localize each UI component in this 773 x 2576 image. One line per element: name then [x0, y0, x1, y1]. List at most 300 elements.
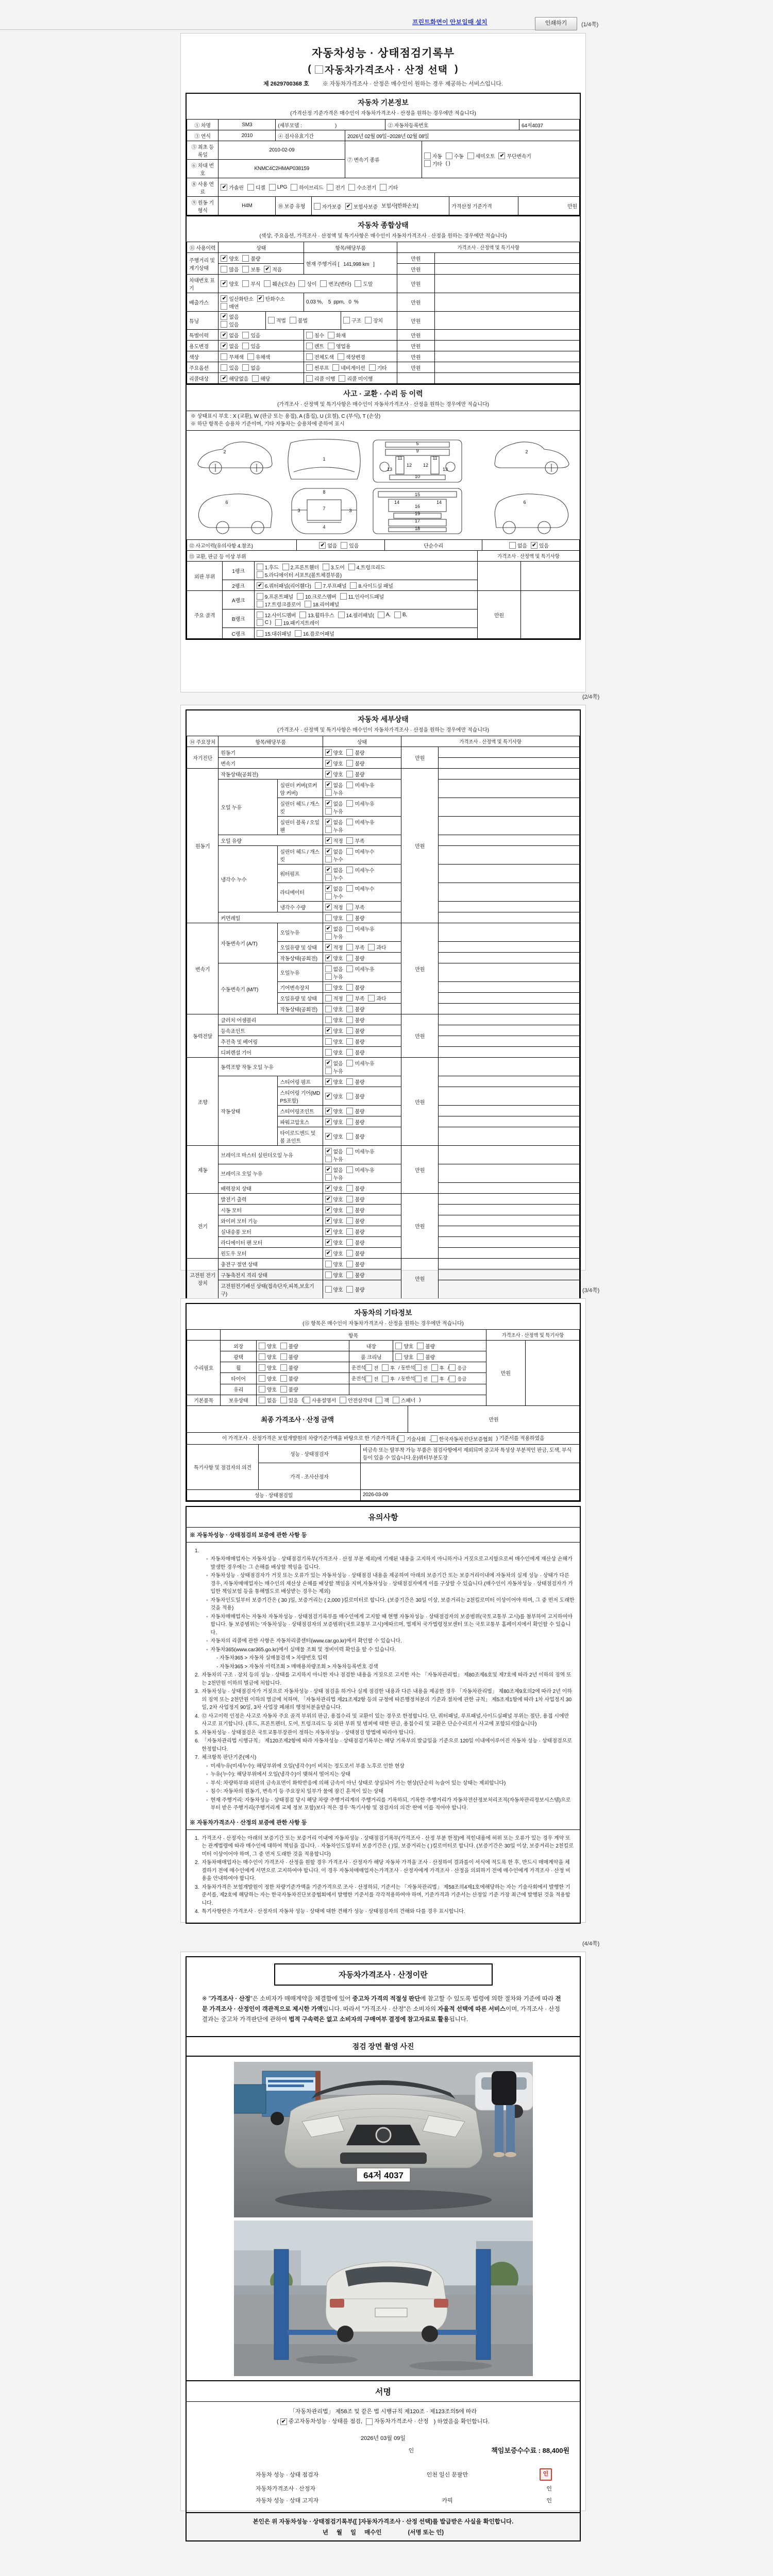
checkbox[interactable]: 없음	[325, 965, 343, 973]
text: 전문 가격조사 · 산정인이 객관적으로 제시한 가액	[202, 1996, 561, 2013]
text: 법적 구속력은 없고 소비자의 구매여부 결정에 참고자료로 활용	[289, 2016, 449, 2023]
checkbox[interactable]: ✔ 없음	[221, 342, 239, 350]
checkbox[interactable]: ✔ 양호	[325, 749, 343, 756]
checkbox[interactable]: ✔ 양호	[325, 1078, 343, 1086]
text: 자동변속기 (A/T)	[221, 941, 258, 947]
notice-a-title: ※ 자동차성능 · 상태점검의 보증에 관한 사항 등	[187, 1528, 580, 1543]
checkbox[interactable]: 11.인사이드패널	[340, 592, 384, 600]
cell	[323, 883, 401, 902]
checkbox[interactable]: 한국자동차진단보증협회	[431, 1435, 493, 1443]
checkbox[interactable]: ✔ 양호	[325, 1217, 343, 1225]
checkbox[interactable]: 불량	[346, 1078, 364, 1086]
checkbox[interactable]: 10.크로스멤버	[297, 592, 337, 600]
checkbox[interactable]: 유채색	[247, 353, 270, 361]
checkbox[interactable]: 양호	[325, 1016, 343, 1024]
checkbox[interactable]: 매연	[221, 302, 239, 310]
cell	[349, 1373, 486, 1384]
checkbox[interactable]: 해당	[252, 375, 270, 382]
checkbox[interactable]: 19.패키지트레이	[275, 619, 320, 626]
cell	[323, 1226, 401, 1237]
checkbox[interactable]: 불량	[346, 759, 364, 767]
notice-item: 1.	[195, 1548, 199, 1554]
cell	[219, 178, 580, 197]
text: 주행거리 및 계기상태	[189, 258, 215, 272]
checkbox[interactable]: 누유	[325, 826, 343, 834]
checkbox[interactable]: 미세누유	[346, 965, 374, 973]
checkbox[interactable]: 전	[415, 1364, 428, 1371]
checkbox[interactable]: 적법	[268, 316, 286, 324]
cell	[256, 1351, 349, 1362]
checkbox[interactable]: 양호	[325, 1271, 343, 1279]
notice-item: 4. ⑫ 사고이력 인정은 사고로 자동차 주요 골격 부위의 판금, 용접수리 및 교환이 있는 경우로 한정합니다. 단, 쿼터패널, 루프패널,사이드실패널 부위는 절단, 용접 시에만 사고로 표기합니다. (후드, 프론트펜더, 도어, 트렁크리드 등 외판 부위 및 범퍼에 대한 판금, 용접수리 및 교환은 단순수리로서 사고에 포함되지않습니다)	[195, 1713, 569, 1727]
checkbox[interactable]: 불량	[346, 984, 364, 991]
cell	[345, 141, 422, 178]
checkbox[interactable]: 9.프론트패널	[257, 592, 293, 600]
cell	[323, 1047, 401, 1058]
cell	[397, 293, 434, 312]
checkbox[interactable]: ✔ 해당없음	[221, 375, 248, 382]
checkbox[interactable]: 16.플로어패널	[295, 630, 334, 637]
checkbox[interactable]: ✔ 없음	[325, 1166, 343, 1174]
svg-text:6: 6	[523, 500, 526, 505]
cell	[323, 736, 401, 747]
checkbox[interactable]: ✔ 가솔린	[221, 183, 243, 191]
cell	[439, 942, 580, 953]
checkbox[interactable]: 응급	[449, 1375, 466, 1382]
checkbox[interactable]: 미세누수	[346, 848, 374, 855]
checkbox[interactable]: ✔ 없음	[325, 800, 343, 807]
checkbox[interactable]: 전체도색	[306, 353, 334, 361]
cell	[258, 1463, 360, 1489]
checkbox[interactable]: 불량	[280, 1385, 298, 1393]
checkbox[interactable]: 불량	[346, 1285, 364, 1293]
checkbox[interactable]: 불량	[280, 1353, 298, 1361]
checkbox[interactable]: 없음	[259, 1396, 277, 1404]
checkbox[interactable]: 네비게이션	[332, 364, 365, 371]
checkbox[interactable]: 누수	[325, 874, 343, 882]
checkbox[interactable]: 양호	[395, 1353, 413, 1361]
checkbox[interactable]: 있음	[221, 320, 239, 328]
checkbox[interactable]: 불량	[346, 770, 364, 778]
checkbox[interactable]: 리콜 미이행	[339, 375, 373, 382]
checkbox[interactable]: 18.리어패널	[305, 600, 339, 608]
checkbox[interactable]: 미세누유	[346, 781, 374, 789]
checkbox[interactable]: 양호	[395, 1342, 413, 1350]
checkbox[interactable]: 불량	[346, 749, 364, 756]
checkbox[interactable]: 불량	[280, 1342, 298, 1350]
checkbox[interactable]: A,	[378, 612, 391, 618]
checkbox[interactable]: 전	[365, 1375, 378, 1382]
cell	[219, 835, 323, 846]
page-marker-1: (1/4쪽)	[581, 22, 599, 28]
checkbox[interactable]: 부족	[346, 837, 364, 844]
cell	[187, 1259, 219, 1299]
checkbox[interactable]: 13.휠하우스	[299, 611, 334, 619]
checkbox[interactable]: 썬루프	[306, 364, 329, 371]
text: 만원	[415, 1224, 425, 1230]
checkbox[interactable]: ✔ 없음	[221, 313, 239, 320]
checkbox[interactable]: 12.사이드멤버	[257, 611, 296, 619]
cell	[397, 264, 434, 275]
checkbox[interactable]: 불량	[346, 1038, 364, 1045]
checkbox[interactable]: 양호	[325, 1260, 343, 1268]
checkbox[interactable]: 누유	[325, 1155, 343, 1163]
checkbox[interactable]: 있음	[242, 331, 260, 339]
cell	[439, 953, 580, 963]
cell	[323, 1106, 401, 1116]
checkbox[interactable]: 누유	[325, 933, 343, 940]
checkbox[interactable]: 전	[365, 1364, 378, 1371]
checkbox[interactable]: 불량	[346, 1271, 364, 1279]
checkbox[interactable]: LPG	[269, 184, 287, 191]
checkbox[interactable]: 양호	[325, 1005, 343, 1013]
checkbox[interactable]: 누유	[325, 1067, 343, 1075]
checkbox[interactable]: 불량	[346, 1239, 364, 1246]
checkbox[interactable]: 리콜 이행	[306, 375, 335, 382]
checkbox[interactable]: ✔ 적음	[264, 265, 282, 273]
text: 오일누유	[280, 930, 300, 936]
checkbox[interactable]: ✔ 양호	[325, 1107, 343, 1115]
text: 변속기	[195, 967, 210, 973]
checkbox[interactable]: ✔ 없음	[325, 885, 343, 892]
text: 운전석	[351, 1365, 366, 1371]
cell	[401, 1146, 439, 1194]
cell	[219, 736, 323, 747]
text: )	[451, 63, 459, 75]
seal-cell: 인	[546, 2486, 552, 2492]
checkbox[interactable]: 과다	[368, 994, 386, 1002]
checkbox[interactable]: 미세누유	[346, 1147, 374, 1155]
cell	[323, 993, 401, 1004]
checkbox[interactable]: 후	[382, 1375, 395, 1382]
checkbox[interactable]: 기술사회	[398, 1435, 426, 1443]
cell	[219, 330, 304, 341]
checkbox[interactable]: ✔ 없음	[325, 781, 343, 789]
checkbox[interactable]: 불량	[346, 1217, 364, 1225]
cell	[254, 609, 477, 628]
checkbox[interactable]: 미세누유	[346, 1166, 374, 1174]
checkbox[interactable]: ✔ 없음	[325, 848, 343, 855]
checkbox[interactable]: 양호	[259, 1375, 277, 1382]
text: 광택	[233, 1354, 244, 1361]
cell	[422, 141, 579, 178]
checkbox[interactable]: 상이	[298, 280, 316, 287]
checkbox[interactable]: ✔ 양호	[325, 1195, 343, 1203]
checkbox[interactable]: 불량	[346, 1260, 364, 1268]
checkbox[interactable]: 전	[415, 1375, 428, 1382]
checkbox[interactable]: 양호	[259, 1364, 277, 1371]
checkbox[interactable]: 누수	[325, 855, 343, 863]
checkbox[interactable]: 누유	[325, 973, 343, 980]
checkbox[interactable]: ✔ 양호	[221, 255, 239, 262]
checkbox[interactable]: 화재	[328, 331, 346, 339]
checkbox[interactable]: 전기	[327, 183, 345, 191]
text: 보험사[한화손보]	[381, 204, 418, 210]
checkbox[interactable]: 미세누유	[346, 925, 374, 933]
text: 구동축전지 격리 상태	[221, 1273, 267, 1279]
checkbox[interactable]: ✔ 양호	[325, 759, 343, 767]
checkbox[interactable]: ✔ 없음	[325, 925, 343, 933]
checkbox[interactable]: 훼손(오손)	[264, 280, 295, 287]
checkbox[interactable]: 자동차가격조사 · 산정	[366, 2417, 428, 2427]
checkbox[interactable]: ✔ 없음	[325, 818, 343, 826]
text: ⑬ 교환, 판금 등 이상 부위	[189, 554, 246, 560]
text: 가격조사 · 산정액 및 특기사항	[497, 554, 560, 560]
checkbox[interactable]: 불량	[346, 914, 364, 922]
checkbox[interactable]: ✔ 없음	[325, 1059, 343, 1067]
checkbox[interactable]: 14.필러패널(	[338, 611, 374, 619]
checkbox[interactable]: 렌트	[306, 342, 324, 350]
svg-text:7: 7	[322, 506, 326, 511]
text: 수동변속기 (M/T)	[221, 987, 259, 993]
checkbox[interactable]: 불량	[346, 1107, 364, 1115]
checkbox[interactable]: 사용설명서	[304, 1396, 336, 1404]
print-button[interactable]: 인쇄하기	[535, 17, 577, 30]
checkbox[interactable]: 양호	[325, 1285, 343, 1293]
checkbox[interactable]: 세미오토	[467, 152, 495, 160]
checkbox[interactable]: 누유	[325, 807, 343, 815]
checkbox[interactable]: 누유	[325, 1174, 343, 1181]
checkbox[interactable]: 누수	[325, 892, 343, 900]
checkbox[interactable]: 있음	[221, 364, 239, 371]
cell	[304, 351, 397, 362]
checkbox[interactable]: ✔ 양호	[325, 1239, 343, 1246]
car-damage-diagram	[187, 430, 580, 540]
checkbox[interactable]: ✔ 보험사보증	[345, 202, 378, 210]
checkbox[interactable]: 변조(변타)	[320, 280, 351, 287]
checkbox[interactable]: 과다	[368, 943, 386, 951]
checkbox[interactable]: 있음	[242, 342, 260, 350]
checkbox[interactable]: 양호	[325, 1048, 343, 1056]
checkbox[interactable]: 불량	[346, 1228, 364, 1235]
checkbox[interactable]: 영업용	[328, 342, 350, 350]
checkbox[interactable]: 적정	[325, 994, 343, 1002]
checkbox[interactable]: 누유	[325, 789, 343, 796]
text: 자기진단	[193, 756, 213, 761]
cell	[254, 580, 477, 591]
checkbox[interactable]: ✔ 무단변속기	[498, 152, 531, 160]
checkbox[interactable]: 7.루프패널	[315, 582, 347, 589]
checkbox[interactable]: 미세누유	[346, 1059, 374, 1067]
checkbox[interactable]: 부족	[346, 994, 364, 1002]
notice-item: 4. 특기사항란은 가격조사 · 산정자의 자동차 성능 · 상태에 대한 견해가 성능 · 상태점검자의 견해와 다를 경우 표시합니다.	[195, 1909, 465, 1915]
checkbox[interactable]: 수동	[446, 152, 464, 160]
checkbox[interactable]: 자동	[424, 152, 442, 160]
notice-item: 3. 자동차성능 · 상태점검자가 거짓으로 자동차성능 · 상태 점검을 하거나 실제 점검한 내용과 다른 내용을 제공한 경우 「자동차관리법」 제80조제9호의2에 따라 2년 이하의 징역 또는 2천만원 이하의 벌금에 처하며, 「자동차관리법 제21조제2항 등의 규정에 따른행정처분의 기준과 절차에 관한 규칙」 제5조제1항에 따라 1차 사업정지 30일, 2차 사업정지 90일, 3차 사업장 폐쇄의 행정처분을받습니다.	[195, 1689, 572, 1711]
checkbox[interactable]: ✔ 없음	[325, 1147, 343, 1155]
checkbox[interactable]: ✔ 양호	[221, 280, 239, 287]
cell	[278, 1127, 323, 1146]
checkbox[interactable]: ✔ 적정	[325, 903, 343, 911]
checkbox[interactable]: ✔ 없음	[325, 866, 343, 874]
checkbox[interactable]: 기타	[380, 183, 398, 191]
checkbox[interactable]: ✔ 양호	[325, 1092, 343, 1100]
checkbox[interactable]: 안전삼각대	[340, 1396, 372, 1404]
cell	[219, 769, 323, 779]
notice-a-list	[187, 1543, 580, 1815]
checkbox[interactable]: 수소전기	[348, 183, 376, 191]
checkbox[interactable]: 양호	[259, 1385, 277, 1393]
checkbox[interactable]: 15.대쉬패널	[257, 630, 291, 637]
notice-item: 5. 자동차성능 · 상태점검은 국토교통부장관이 정하는 자동차성능 · 상태점검 방법에 따라야 합니다.	[195, 1730, 415, 1736]
checkbox[interactable]: 구조	[343, 316, 361, 324]
checkbox[interactable]: 불량	[346, 954, 364, 962]
checkbox[interactable]: 미세누유	[346, 800, 374, 807]
checkbox[interactable]: 양호	[259, 1353, 277, 1361]
cell	[278, 1116, 323, 1127]
checkbox[interactable]: 불량	[346, 1184, 364, 1192]
checkbox[interactable]: C )	[257, 619, 272, 626]
checkbox[interactable]: 불량	[242, 255, 260, 262]
cell	[434, 351, 579, 362]
checkbox[interactable]: 4.트렁크리드	[348, 563, 385, 571]
checkbox[interactable]: 양호	[325, 1038, 343, 1045]
cell	[521, 562, 580, 591]
text: ⑥ 차대 번호	[191, 163, 214, 177]
checkbox[interactable]: 불량	[280, 1375, 298, 1382]
text: 이 가격조사 · 산정가격은 보험개발원의 차량기준가액을 바탕으로 한 기준가격과 (	[222, 1436, 398, 1442]
checkbox[interactable]: 불량	[346, 1206, 364, 1214]
checkbox[interactable]: 미세누수	[346, 885, 374, 892]
checkbox[interactable]: 양호	[325, 914, 343, 922]
cell	[401, 923, 439, 1014]
checkbox[interactable]: ✔ 양호	[325, 1027, 343, 1035]
checkbox[interactable]: ✔ 양호	[325, 1228, 343, 1235]
checkbox[interactable]: ✔ 일산화탄소	[221, 295, 253, 302]
law-reference: 「자동차관리법」 제58조 및 같은 법 시행규칙 제120조 · 제123조의5에 따라	[289, 2409, 477, 2415]
checkbox[interactable]: ✔ 적정	[325, 837, 343, 844]
checkbox[interactable]: 불량	[346, 1132, 364, 1140]
checkbox[interactable]: 부족	[346, 943, 364, 951]
cell	[278, 798, 323, 817]
checkbox[interactable]: 있음	[280, 1396, 298, 1404]
checkbox[interactable]: 자가보증	[314, 202, 342, 210]
checkbox[interactable]: 2.프론트휀더	[282, 563, 319, 571]
checkbox[interactable]: 자동차가격조사 · 산정 선택	[315, 62, 448, 76]
checkbox[interactable]: 불량	[346, 1195, 364, 1203]
checkbox[interactable]: 보통	[242, 265, 260, 273]
checkbox[interactable]: 미세누수	[346, 866, 374, 874]
page3-content-box	[186, 1303, 581, 1502]
cell	[187, 293, 219, 312]
checkbox[interactable]: 양호	[259, 1342, 277, 1350]
checkbox[interactable]: ✔ 양호	[325, 770, 343, 778]
cell	[278, 779, 323, 798]
checkbox[interactable]: ✔ 양호	[325, 954, 343, 962]
checkbox[interactable]: 미세누유	[346, 818, 374, 826]
cell	[187, 275, 219, 293]
checkbox[interactable]: 잭	[376, 1396, 389, 1404]
svg-text:13: 13	[442, 467, 448, 472]
detail-state-table	[187, 736, 580, 1310]
checkbox[interactable]: 불량	[346, 1118, 364, 1126]
checkbox[interactable]: ✔ 적정	[325, 943, 343, 951]
checkbox[interactable]: ✔ 양호	[325, 1249, 343, 1257]
checkbox[interactable]: ✔ 양호	[325, 1132, 343, 1140]
checkbox[interactable]: 불량	[280, 1364, 298, 1371]
checkbox[interactable]: 기타	[424, 160, 442, 167]
checkbox[interactable]: 후	[431, 1375, 444, 1382]
checkbox[interactable]: 불량	[346, 1005, 364, 1013]
checkbox[interactable]: 불량	[417, 1353, 435, 1361]
checkbox[interactable]: ✔ 없음	[221, 331, 239, 339]
checkbox[interactable]: 17.트렁크플로어	[257, 600, 301, 608]
checkbox[interactable]: 부족	[346, 903, 364, 911]
checkbox[interactable]: 있음	[341, 541, 359, 549]
inspection-photo-rear-lift	[234, 2221, 533, 2376]
checkbox[interactable]: 스패너	[393, 1396, 415, 1404]
checkbox[interactable]: ✔ 양호	[325, 1184, 343, 1192]
checkbox[interactable]: 후	[431, 1364, 444, 1371]
checkbox[interactable]: 디젤	[247, 183, 265, 191]
cell	[304, 330, 397, 341]
checkbox[interactable]: B,	[394, 612, 407, 618]
checkbox[interactable]: 하이브리드	[291, 183, 323, 191]
cell	[219, 1036, 323, 1047]
text: 실린더 헤드 / 개스킷	[280, 801, 320, 815]
cell	[219, 846, 278, 912]
checkbox[interactable]: 3.도어	[323, 563, 345, 571]
checkbox[interactable]: ✔ 중고자동차성능 · 상태를 점검,	[280, 2417, 362, 2427]
checkbox[interactable]: 부식	[242, 280, 260, 287]
checkbox[interactable]: 장치	[365, 316, 383, 324]
checkbox[interactable]: 도말	[355, 280, 373, 287]
text: 휠	[236, 1365, 241, 1371]
checkbox[interactable]: 불량	[346, 1048, 364, 1056]
checkbox[interactable]: 무채색	[221, 353, 243, 361]
checkbox[interactable]: 불량	[346, 1092, 364, 1100]
text: 실린더 헤드 / 개스킷	[280, 849, 320, 863]
checkbox[interactable]: 불량	[417, 1342, 435, 1350]
checkbox[interactable]: 양호	[325, 984, 343, 991]
checkbox[interactable]: ✔ 양호	[325, 1206, 343, 1214]
checkbox[interactable]: ✔ 탄화수소	[257, 295, 285, 302]
cell	[439, 1127, 580, 1146]
install-print-helper-link[interactable]: 프린트화면이 안보일때 설치	[412, 19, 488, 26]
checkbox[interactable]: 1.후드	[257, 563, 279, 571]
checkbox[interactable]: 5.라디에이터 서포트(볼트체결부품)	[257, 571, 342, 579]
checkbox[interactable]: ✔ 양호	[325, 1118, 343, 1126]
checkbox[interactable]: 응급	[449, 1364, 466, 1371]
cell	[323, 1248, 401, 1259]
cell	[439, 1004, 580, 1014]
checkbox[interactable]: 기타	[369, 364, 387, 371]
checkbox[interactable]: 없음	[509, 541, 527, 549]
checkbox[interactable]: ✔ 있음	[531, 541, 549, 549]
checkbox[interactable]: ✔ 6.쿼터패널(리어휀다)	[257, 582, 311, 589]
text: 운전석	[351, 1376, 366, 1382]
text: ,	[429, 1436, 431, 1442]
checkbox[interactable]: 불법	[290, 316, 308, 324]
cell	[323, 1259, 401, 1269]
checkbox[interactable]: 불량	[346, 1249, 364, 1257]
svg-text:15: 15	[414, 492, 420, 497]
text: 작동상태(공회전)	[221, 772, 258, 778]
checkbox[interactable]: 불량	[346, 1016, 364, 1024]
checkbox[interactable]: 많음	[221, 265, 239, 273]
text: ) 하였음을 확인합니다.	[432, 2418, 490, 2425]
cell	[219, 253, 304, 264]
cell	[385, 120, 519, 130]
checkbox[interactable]: 침수	[306, 331, 324, 339]
checkbox[interactable]: 불량	[346, 1027, 364, 1035]
checkbox[interactable]: 8.사이드실 패널	[350, 582, 393, 589]
checkbox[interactable]: 색상변경	[338, 353, 365, 361]
checkbox[interactable]: 없음	[242, 364, 260, 371]
checkbox[interactable]: ✔ 없음	[319, 541, 337, 549]
text: ③ 연식	[194, 133, 211, 140]
checkbox[interactable]: 후	[382, 1364, 395, 1371]
